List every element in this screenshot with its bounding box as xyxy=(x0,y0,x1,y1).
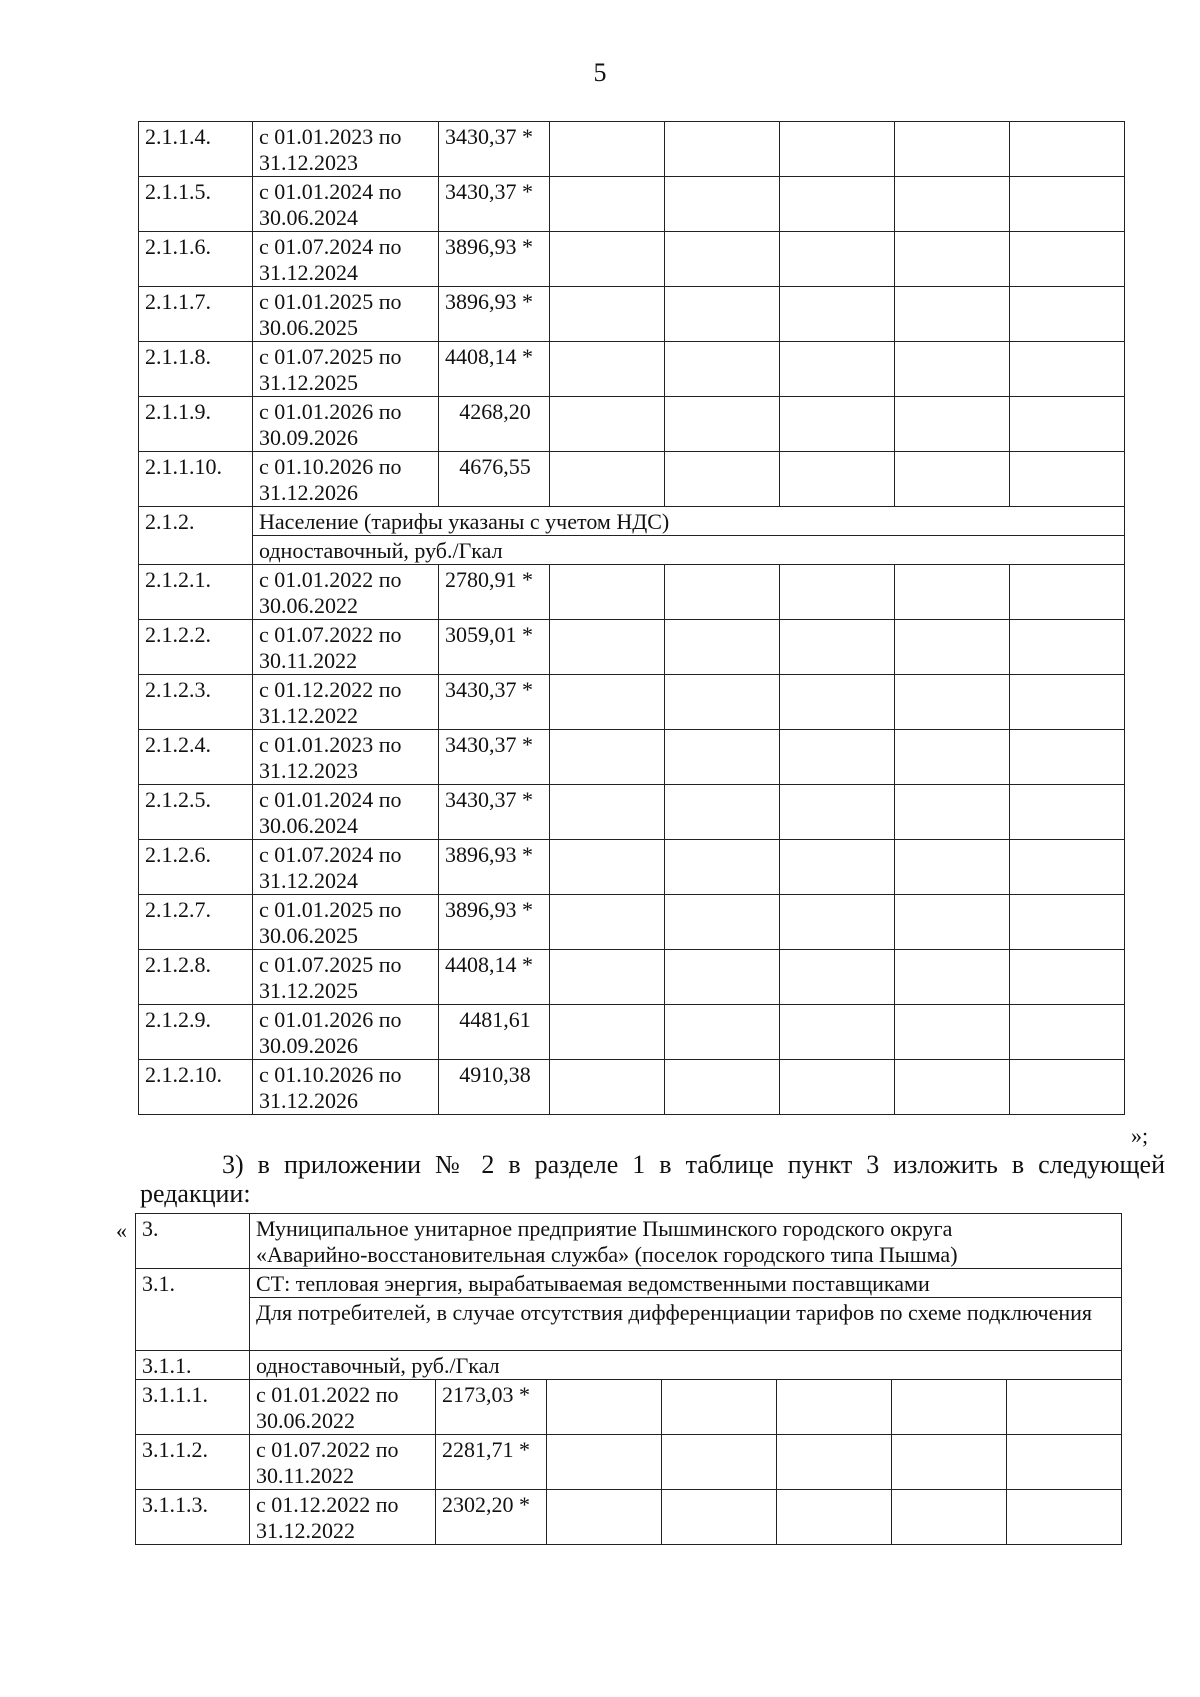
empty-cell xyxy=(780,785,895,840)
row-code: 2.1.2.4. xyxy=(139,730,253,785)
table-row xyxy=(139,895,1125,950)
row-rate: 4268,20 xyxy=(439,397,550,452)
empty-cell xyxy=(1010,785,1125,840)
empty-cell xyxy=(665,287,780,342)
empty-cell xyxy=(1010,452,1125,507)
section-code: 2.1.2. xyxy=(139,507,253,565)
empty-cell xyxy=(665,675,780,730)
empty-cell xyxy=(895,287,1010,342)
table-row xyxy=(139,840,1125,895)
row-period xyxy=(253,730,439,785)
table-row xyxy=(139,232,1125,287)
empty-cell xyxy=(550,785,665,840)
amendment-text-line2: редакции: xyxy=(140,1179,251,1208)
row-period xyxy=(253,232,439,287)
period-start: с 01.07.2024 по xyxy=(259,234,402,259)
empty-cell xyxy=(662,1380,777,1435)
empty-cell xyxy=(665,840,780,895)
row-period xyxy=(253,950,439,1005)
empty-cell xyxy=(780,232,895,287)
empty-cell xyxy=(780,565,895,620)
empty-cell xyxy=(550,342,665,397)
row-code: 2.1.1.5. xyxy=(139,177,253,232)
row-period xyxy=(253,620,439,675)
empty-cell xyxy=(895,1005,1010,1060)
period-end: 31.12.2026 xyxy=(259,1088,358,1113)
period-end: 30.11.2022 xyxy=(256,1463,355,1488)
period-start: с 01.10.2026 по xyxy=(259,1062,402,1087)
row-rate: 2780,91 * xyxy=(439,565,550,620)
tariff-table-item-3 xyxy=(135,1213,1122,1545)
row-code: 3.1.1.1. xyxy=(136,1380,250,1435)
row-rate: 3059,01 * xyxy=(439,620,550,675)
empty-cell xyxy=(550,950,665,1005)
row-period xyxy=(253,785,439,840)
empty-cell xyxy=(1007,1380,1122,1435)
row-code: 2.1.2.6. xyxy=(139,840,253,895)
empty-cell xyxy=(780,620,895,675)
empty-cell xyxy=(550,177,665,232)
category-row xyxy=(136,1269,1122,1298)
period-end: 31.12.2023 xyxy=(259,758,358,783)
empty-cell xyxy=(892,1380,1007,1435)
empty-cell xyxy=(665,177,780,232)
empty-cell xyxy=(895,452,1010,507)
empty-cell xyxy=(1010,675,1125,730)
period-end: 30.11.2022 xyxy=(259,648,358,673)
period-end: 31.12.2026 xyxy=(259,480,358,505)
empty-cell xyxy=(895,620,1010,675)
table-row xyxy=(139,565,1125,620)
empty-cell xyxy=(895,397,1010,452)
row-rate: 4408,14 * xyxy=(439,342,550,397)
empty-cell xyxy=(1010,287,1125,342)
row-code: 2.1.1.7. xyxy=(139,287,253,342)
empty-cell xyxy=(895,565,1010,620)
row-period xyxy=(253,565,439,620)
period-end: 31.12.2024 xyxy=(259,868,358,893)
period-start: с 01.07.2022 по xyxy=(256,1437,399,1462)
row-code: 2.1.1.9. xyxy=(139,397,253,452)
empty-cell xyxy=(1010,397,1125,452)
empty-cell xyxy=(665,1005,780,1060)
empty-cell xyxy=(777,1380,892,1435)
empty-cell xyxy=(1010,730,1125,785)
row-rate: 3430,37 * xyxy=(439,785,550,840)
empty-cell xyxy=(665,730,780,785)
table-row xyxy=(139,177,1125,232)
empty-cell xyxy=(895,342,1010,397)
row-code: 3.1.1.3. xyxy=(136,1490,250,1545)
empty-cell xyxy=(895,232,1010,287)
table-row xyxy=(139,1060,1125,1115)
row-period xyxy=(253,895,439,950)
period-end: 31.12.2023 xyxy=(259,150,358,175)
rate-kind-code: 3.1.1. xyxy=(136,1351,250,1380)
row-code: 2.1.2.10. xyxy=(139,1060,253,1115)
table-row xyxy=(136,1435,1122,1490)
empty-cell xyxy=(780,287,895,342)
section-subtitle: одноставочный, руб./Гкал xyxy=(253,536,1125,565)
section-title: Население (тарифы указаны с учетом НДС) xyxy=(253,507,1125,536)
row-code: 2.1.2.5. xyxy=(139,785,253,840)
table-row xyxy=(139,397,1125,452)
row-rate: 4481,61 xyxy=(439,1005,550,1060)
period-start: с 01.07.2025 по xyxy=(259,344,402,369)
page-number: 5 xyxy=(593,58,607,87)
empty-cell xyxy=(665,452,780,507)
empty-cell xyxy=(780,452,895,507)
period-start: с 01.01.2024 по xyxy=(259,787,402,812)
period-start: с 01.01.2023 по xyxy=(259,732,402,757)
empty-cell xyxy=(780,950,895,1005)
period-end: 30.06.2024 xyxy=(259,813,358,838)
empty-cell xyxy=(1010,620,1125,675)
period-start: с 01.07.2022 по xyxy=(259,622,402,647)
empty-cell xyxy=(550,452,665,507)
row-rate: 3430,37 * xyxy=(439,122,550,177)
category-title: СТ: тепловая энергия, вырабатываемая ведомственными поставщиками xyxy=(250,1269,1122,1298)
row-code: 2.1.2.1. xyxy=(139,565,253,620)
period-end: 30.09.2026 xyxy=(259,1033,358,1058)
period-start: с 01.01.2023 по xyxy=(259,124,402,149)
rate-kind-title: одноставочный, руб./Гкал xyxy=(250,1351,1122,1380)
period-end: 30.09.2026 xyxy=(259,425,358,450)
row-period xyxy=(253,342,439,397)
row-code: 2.1.2.9. xyxy=(139,1005,253,1060)
row-rate: 2173,03 * xyxy=(436,1380,547,1435)
period-start: с 01.07.2025 по xyxy=(259,952,402,977)
empty-cell xyxy=(550,397,665,452)
period-start: с 01.01.2022 по xyxy=(259,567,402,592)
period-end: 30.06.2022 xyxy=(259,593,358,618)
organization-row xyxy=(136,1214,1122,1269)
row-rate: 2302,20 * xyxy=(436,1490,547,1545)
rate-kind-row xyxy=(136,1351,1122,1380)
empty-cell xyxy=(665,397,780,452)
organization-code: 3. xyxy=(136,1214,250,1269)
empty-cell xyxy=(1010,950,1125,1005)
empty-cell xyxy=(895,1060,1010,1115)
empty-cell xyxy=(547,1435,662,1490)
table-row xyxy=(139,730,1125,785)
empty-cell xyxy=(780,177,895,232)
empty-cell xyxy=(1010,1060,1125,1115)
row-rate: 4910,38 xyxy=(439,1060,550,1115)
period-start: с 01.07.2024 по xyxy=(259,842,402,867)
period-end: 31.12.2022 xyxy=(256,1518,355,1543)
table-row xyxy=(139,620,1125,675)
period-end: 31.12.2025 xyxy=(259,978,358,1003)
empty-cell xyxy=(895,785,1010,840)
row-code: 2.1.1.4. xyxy=(139,122,253,177)
row-period xyxy=(250,1380,436,1435)
empty-cell xyxy=(665,565,780,620)
tariff-table-continued xyxy=(138,121,1125,1115)
table-row xyxy=(139,785,1125,840)
period-end: 30.06.2025 xyxy=(259,315,358,340)
period-end: 31.12.2024 xyxy=(259,260,358,285)
row-rate: 3896,93 * xyxy=(439,895,550,950)
empty-cell xyxy=(550,840,665,895)
row-code: 2.1.1.8. xyxy=(139,342,253,397)
empty-cell xyxy=(1010,177,1125,232)
table-row xyxy=(139,452,1125,507)
period-end: 30.06.2025 xyxy=(259,923,358,948)
amendment-paragraph xyxy=(140,1150,1165,1208)
empty-cell xyxy=(895,895,1010,950)
period-start: с 01.01.2026 по xyxy=(259,1007,402,1032)
row-period xyxy=(253,122,439,177)
row-period xyxy=(253,1005,439,1060)
row-rate: 3896,93 * xyxy=(439,840,550,895)
empty-cell xyxy=(1010,122,1125,177)
table-row xyxy=(139,122,1125,177)
empty-cell xyxy=(550,675,665,730)
empty-cell xyxy=(780,895,895,950)
empty-cell xyxy=(550,122,665,177)
empty-cell xyxy=(1010,895,1125,950)
row-period xyxy=(253,287,439,342)
empty-cell xyxy=(665,950,780,1005)
empty-cell xyxy=(547,1380,662,1435)
row-rate: 3430,37 * xyxy=(439,730,550,785)
section-subtitle-row xyxy=(139,536,1125,565)
period-end: 30.06.2024 xyxy=(259,205,358,230)
row-rate: 3430,37 * xyxy=(439,675,550,730)
empty-cell xyxy=(662,1435,777,1490)
table-row xyxy=(139,950,1125,1005)
organization-name-line2: «Аварийно-восстановительная служба» (поселок городского типа Пышма) xyxy=(256,1242,958,1267)
row-rate: 3896,93 * xyxy=(439,287,550,342)
section-row xyxy=(139,507,1125,536)
empty-cell xyxy=(550,730,665,785)
empty-cell xyxy=(665,620,780,675)
empty-cell xyxy=(780,122,895,177)
empty-cell xyxy=(1010,232,1125,287)
consumer-row xyxy=(136,1298,1122,1351)
row-period xyxy=(253,840,439,895)
row-period xyxy=(250,1490,436,1545)
row-code: 2.1.2.7. xyxy=(139,895,253,950)
empty-cell xyxy=(1010,840,1125,895)
table-row xyxy=(136,1490,1122,1545)
empty-cell xyxy=(662,1490,777,1545)
period-start: с 01.01.2026 по xyxy=(259,399,402,424)
empty-cell xyxy=(1010,342,1125,397)
row-code: 2.1.2.3. xyxy=(139,675,253,730)
empty-cell xyxy=(665,232,780,287)
row-rate: 2281,71 * xyxy=(436,1435,547,1490)
empty-cell xyxy=(895,840,1010,895)
consumer-description: Для потребителей, в случае отсутствия дифференциации тарифов по схеме подключения xyxy=(250,1298,1122,1351)
row-code: 3.1.1.2. xyxy=(136,1435,250,1490)
empty-cell xyxy=(547,1490,662,1545)
empty-cell xyxy=(550,620,665,675)
table-row xyxy=(139,287,1125,342)
row-period xyxy=(250,1435,436,1490)
period-start: с 01.12.2022 по xyxy=(259,677,402,702)
empty-cell xyxy=(780,675,895,730)
empty-cell xyxy=(1010,1005,1125,1060)
empty-cell xyxy=(780,1005,895,1060)
empty-cell xyxy=(1007,1490,1122,1545)
organization-name xyxy=(250,1214,1122,1269)
period-start: с 01.01.2024 по xyxy=(259,179,402,204)
empty-cell xyxy=(780,342,895,397)
empty-cell xyxy=(892,1435,1007,1490)
period-end: 31.12.2022 xyxy=(259,703,358,728)
empty-cell xyxy=(1010,565,1125,620)
row-code: 2.1.1.10. xyxy=(139,452,253,507)
amendment-text-line1: 3) в приложении № 2 в разделе 1 в таблице пункт 3 изложить в следующей xyxy=(222,1150,1165,1179)
empty-cell xyxy=(895,177,1010,232)
empty-cell xyxy=(1007,1435,1122,1490)
row-code: 2.1.2.2. xyxy=(139,620,253,675)
empty-cell xyxy=(780,730,895,785)
empty-cell xyxy=(550,232,665,287)
empty-cell xyxy=(665,122,780,177)
empty-cell xyxy=(895,950,1010,1005)
row-period xyxy=(253,1060,439,1115)
empty-cell xyxy=(550,1060,665,1115)
opening-quote: « xyxy=(116,1218,127,1243)
row-period xyxy=(253,675,439,730)
row-code: 2.1.1.6. xyxy=(139,232,253,287)
period-start: с 01.01.2025 по xyxy=(259,289,402,314)
row-rate: 3896,93 * xyxy=(439,232,550,287)
empty-cell xyxy=(780,1060,895,1115)
empty-cell xyxy=(892,1490,1007,1545)
period-start: с 01.01.2025 по xyxy=(259,897,402,922)
row-period xyxy=(253,177,439,232)
period-start: с 01.01.2022 по xyxy=(256,1382,399,1407)
empty-cell xyxy=(665,785,780,840)
table-row xyxy=(139,342,1125,397)
empty-cell xyxy=(550,1005,665,1060)
empty-cell xyxy=(777,1490,892,1545)
empty-cell xyxy=(550,565,665,620)
empty-cell xyxy=(665,1060,780,1115)
category-code: 3.1. xyxy=(136,1269,250,1351)
row-rate: 4408,14 * xyxy=(439,950,550,1005)
empty-cell xyxy=(895,122,1010,177)
empty-cell xyxy=(550,895,665,950)
empty-cell xyxy=(895,675,1010,730)
empty-cell xyxy=(780,840,895,895)
table-row xyxy=(139,675,1125,730)
row-code: 2.1.2.8. xyxy=(139,950,253,1005)
period-end: 30.06.2022 xyxy=(256,1408,355,1433)
empty-cell xyxy=(895,730,1010,785)
table-row xyxy=(136,1380,1122,1435)
period-end: 31.12.2025 xyxy=(259,370,358,395)
closing-quote: »; xyxy=(1131,1123,1149,1148)
period-start: с 01.12.2022 по xyxy=(256,1492,399,1517)
empty-cell xyxy=(665,342,780,397)
row-rate: 4676,55 xyxy=(439,452,550,507)
empty-cell xyxy=(780,397,895,452)
empty-cell xyxy=(777,1435,892,1490)
row-period xyxy=(253,397,439,452)
organization-name-line1: Муниципальное унитарное предприятие Пышминского городского округа xyxy=(256,1216,953,1241)
table-row xyxy=(139,1005,1125,1060)
period-start: с 01.10.2026 по xyxy=(259,454,402,479)
empty-cell xyxy=(665,895,780,950)
row-rate: 3430,37 * xyxy=(439,177,550,232)
row-period xyxy=(253,452,439,507)
empty-cell xyxy=(550,287,665,342)
